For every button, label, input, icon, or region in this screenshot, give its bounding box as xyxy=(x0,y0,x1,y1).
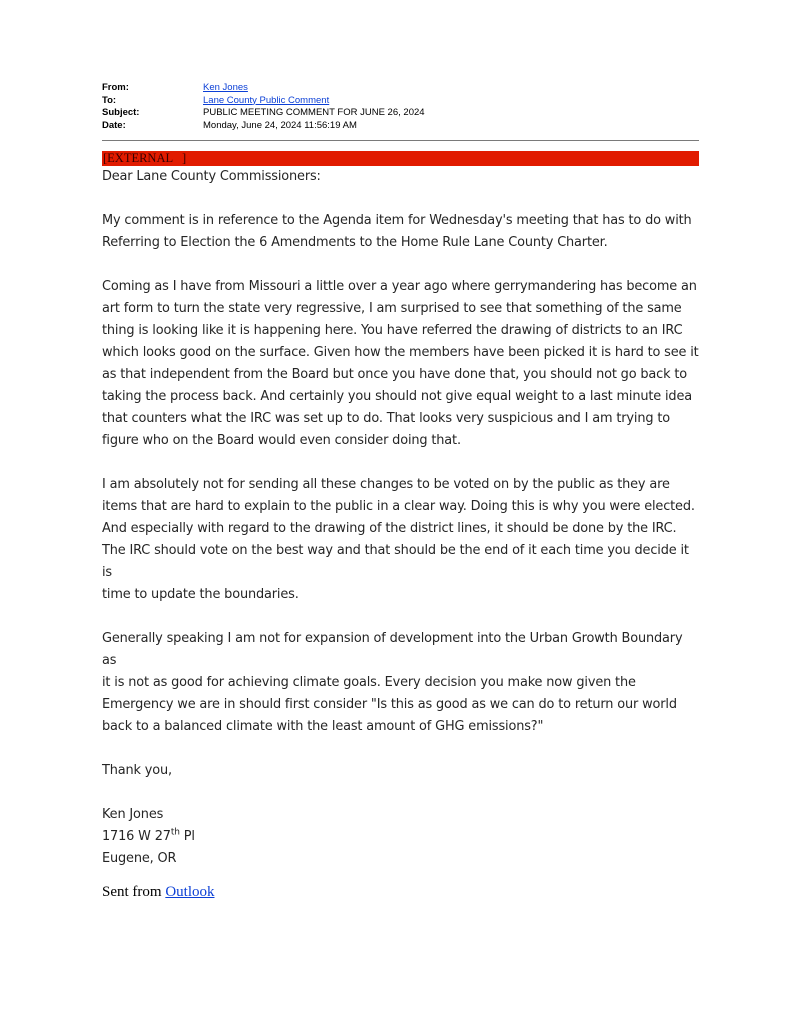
email-header xyxy=(102,82,699,132)
date-label: Date: xyxy=(102,119,126,131)
date-value: Monday, June 24, 2024 11:56:19 AM xyxy=(203,119,357,131)
paragraph-line: Referring to Election the 6 Amendments to the Home Rule Lane County Charter. xyxy=(102,235,608,250)
paragraph-line: taking the process back. And certainly you should not give equal weight to a last minute idea xyxy=(102,389,692,404)
paragraph-line: time to update the boundaries. xyxy=(102,587,299,602)
paragraph-line: I am absolutely not for sending all these changes to be voted on by the public as they are xyxy=(102,477,670,492)
email-page xyxy=(102,82,699,870)
greeting: Dear Lane County Commissioners: xyxy=(102,169,321,184)
to-link[interactable]: Lane County Public Comment xyxy=(203,94,330,106)
paragraph-line: Coming as I have from Missouri a little over a year ago where gerrymandering has become an xyxy=(102,279,697,294)
paragraph-line: My comment is in reference to the Agenda item for Wednesday's meeting that has to do with xyxy=(102,213,692,228)
header-divider xyxy=(102,140,699,141)
subject-value: PUBLIC MEETING COMMENT FOR JUNE 26, 2024 xyxy=(203,107,425,118)
paragraph-3 xyxy=(102,474,699,606)
sent-from-footer xyxy=(102,884,215,901)
paragraph-line: it is not as good for achieving climate goals. Every decision you make now given the xyxy=(102,675,636,690)
address-street: 1716 W 27 xyxy=(102,829,171,844)
from-row xyxy=(102,82,699,95)
paragraph-line: items that are hard to explain to the public in a clear way. Doing this is why you were elected. xyxy=(102,499,695,514)
subject-label: Subject: xyxy=(102,107,140,118)
paragraph-4 xyxy=(102,628,699,738)
subject-row xyxy=(102,107,699,120)
signature-city: Eugene, OR xyxy=(102,851,177,866)
paragraph-line: Generally speaking I am not for expansion of development into the Urban Growth Boundary as xyxy=(102,631,683,668)
date-row xyxy=(102,120,699,133)
address-suffix: Pl xyxy=(179,829,195,844)
closing: Thank you, xyxy=(102,763,172,778)
to-label: To: xyxy=(102,94,117,106)
external-banner: [EXTERNAL ] xyxy=(102,151,699,166)
from-label: From: xyxy=(102,82,129,93)
from-link[interactable]: Ken Jones xyxy=(203,82,248,93)
paragraph-line: thing is looking like it is happening here. You have referred the drawing of districts to an IRC xyxy=(102,323,683,338)
paragraph-line: back to a balanced climate with the least amount of GHG emissions?" xyxy=(102,719,544,734)
paragraph-1 xyxy=(102,210,699,254)
outlook-link[interactable]: Outlook xyxy=(165,884,215,900)
paragraph-line: The IRC should vote on the best way and that should be the end of it each time you decide it is xyxy=(102,543,689,580)
paragraph-line: And especially with regard to the drawing of the district lines, it should be done by the IRC. xyxy=(102,521,677,536)
address-ordinal: th xyxy=(170,827,180,838)
paragraph-line: which looks good on the surface. Given how the members have been picked it is hard to see it xyxy=(102,345,699,360)
paragraph-line: figure who on the Board would even consider doing that. xyxy=(102,433,461,448)
paragraph-line: Emergency we are in should first consider "Is this as good as we can do to return our world xyxy=(102,697,677,712)
email-body xyxy=(102,166,699,870)
to-row xyxy=(102,95,699,108)
signature-address xyxy=(102,826,699,848)
signature-name: Ken Jones xyxy=(102,807,164,822)
paragraph-line: that counters what the IRC was set up to do. That looks very suspicious and I am trying to xyxy=(102,411,670,426)
paragraph-line: as that independent from the Board but once you have done that, you should not go back to xyxy=(102,367,688,382)
signature-block xyxy=(102,804,699,870)
paragraph-line: art form to turn the state very regressive, I am surprised to see that something of the same xyxy=(102,301,682,316)
sent-from-text: Sent from xyxy=(102,884,166,900)
paragraph-2 xyxy=(102,276,699,452)
